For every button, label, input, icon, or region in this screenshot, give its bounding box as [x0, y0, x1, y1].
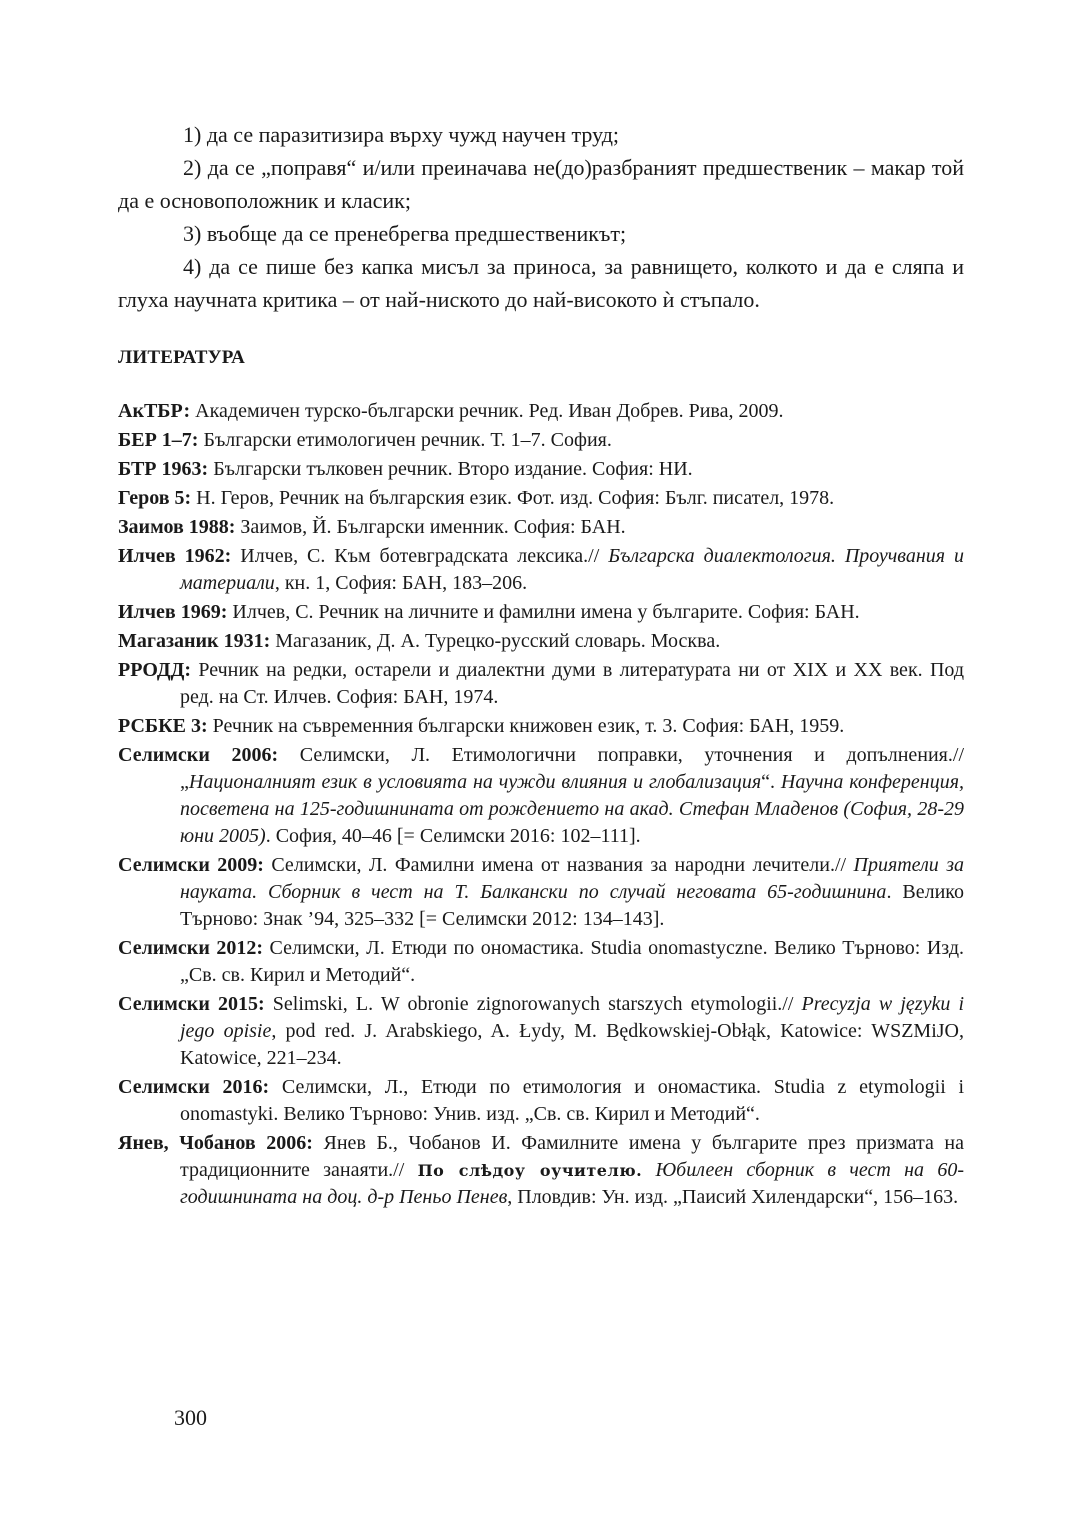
reference-tail-2: . София, 40–46 [= Селимски 2016: 102–111].	[265, 825, 641, 847]
reference-entry	[118, 456, 964, 483]
reference-key: БЕР 1–7:	[118, 429, 199, 451]
reference-text: Селимски, Л. Етюди по ономастика. Studia onomastyczne. Велико Търново: Изд. „Св. св. Кирил и Методий“.	[180, 937, 965, 986]
reference-key: БТР 1963:	[118, 458, 209, 480]
reference-entry	[118, 991, 964, 1072]
reference-key: АкТБР:	[118, 400, 191, 422]
reference-title: Юбилеен сборник в чест на 60-годишнината на доц. д-р Пеньо Пенев	[180, 1159, 964, 1208]
reference-entry	[118, 398, 964, 425]
reference-key: Геров 5:	[118, 487, 192, 509]
reference-entry	[118, 427, 964, 454]
reference-key: Селимски 2006:	[118, 744, 279, 766]
reference-entry	[118, 599, 964, 626]
reference-text: Магазаник, Д. А. Турецко-русский словарь. Москва.	[270, 630, 721, 652]
reference-text: Селимски, Л. Етимологични поправки, уточнения и допълнения.// „	[180, 744, 964, 793]
reference-title: Българска диалектология. Проучвания и материали	[180, 545, 964, 594]
reference-entry	[118, 1130, 964, 1211]
reference-text: Речник на съвременния български книжовен език, т. 3. София: БАН, 1959.	[207, 715, 845, 737]
reference-text: Български етимологичен речник. Т. 1–7. София.	[198, 429, 612, 451]
reference-entry	[118, 713, 964, 740]
page-body	[118, 118, 964, 1213]
reference-key: Селимски 2016:	[118, 1076, 270, 1098]
reference-key: Селимски 2015:	[118, 993, 265, 1015]
page-number: 300	[174, 1405, 207, 1430]
reference-text: Заимов, Й. Български именник. София: БАН.	[235, 516, 626, 538]
reference-entry	[118, 485, 964, 512]
reference-entry	[118, 742, 964, 850]
reference-title: Националният език в условията на чужди влияния и глобализация	[188, 771, 762, 793]
reference-key: Янев, Чобанов 2006:	[118, 1132, 313, 1154]
reference-entry	[118, 935, 964, 989]
reference-text: Селимски, Л. Фамилни имена от названия за народни лечители.//	[263, 854, 854, 876]
reference-entry	[118, 852, 964, 933]
reference-key: РСБКЕ 3:	[118, 715, 208, 737]
reference-entry	[118, 1074, 964, 1128]
list-item-2: 2) да се „поправя“ и/или преиначава не(до)разбраният предшественик – макар той да е основоположник и класик;	[118, 155, 964, 213]
reference-title: Precyzja w języku i jego opisie	[180, 993, 964, 1042]
reference-entry	[118, 628, 964, 655]
reference-tail: “.	[761, 771, 781, 793]
reference-text: Илчев, С. Речник на личните и фамилни имена у българите. София: БАН.	[227, 601, 860, 623]
reference-tail: , Пловдив: Ун. изд. „Паисий Хилендарски“, 156–163.	[507, 1186, 959, 1208]
reference-text: Академичен турско-български речник. Ред. Иван Добрев. Рива, 2009.	[190, 400, 784, 422]
reference-text: Селимски, Л., Етюди по етимология и ономастика. Studia z etymologii i onomastyki. Велико Търново: Унив. изд. „Св. св. Кирил и Методий“.	[180, 1076, 965, 1125]
reference-key: Илчев 1962:	[118, 545, 232, 567]
bibliography-list	[118, 398, 964, 1211]
reference-entry	[118, 543, 964, 597]
reference-key: Заимов 1988:	[118, 516, 236, 538]
reference-tail: , pod red. J. Arabskiego, A. Łydy, M. Będkowskiej-Obłąk, Katowice: WSZMiJO, Katowice, 221–234.	[180, 1020, 964, 1069]
reference-text: Selimski, L. W obronie zignorowanych starszych etymologii.//	[264, 993, 802, 1015]
reference-tail: . Велико Търново: Знак ’94, 325–332 [= Селимски 2012: 134–143].	[180, 881, 964, 930]
reference-key: РРОДД:	[118, 659, 192, 681]
list-item-1: 1) да се паразитизира върху чужд научен труд;	[183, 122, 620, 147]
reference-text: Български тълковен речник. Второ издание. София: НИ.	[208, 458, 693, 480]
reference-key: Илчев 1969:	[118, 601, 228, 623]
list-item-4: 4) да се пише без капка мисъл за приноса, за равнището, колкото и да е сляпа и глуха научната критика – от най-ниското до най-високото ѝ стъпало.	[118, 254, 964, 312]
list-item-3: 3) въобще да се пренебрегва предшественикът;	[183, 221, 627, 246]
reference-text: Янев Б., Чобанов И. Фамилните имена у българите през призмата на традиционните занаяти.//	[180, 1132, 964, 1181]
reference-entry	[118, 514, 964, 541]
reference-title: Приятели за науката. Сборник в чест на Т. Балкански по случай неговата 65-годишнина	[180, 854, 964, 903]
bibliography-heading: ЛИТЕРАТУРА	[118, 347, 246, 368]
reference-key: Магазаник 1931:	[118, 630, 271, 652]
reference-text: Н. Геров, Речник на българския език. Фот. изд. София: Бълг. писател, 1978.	[191, 487, 835, 509]
reference-entry	[118, 657, 964, 711]
reference-text: Илчев, С. Към ботевградската лексика.//	[231, 545, 609, 567]
slavonic-title: По слѣдоу оучителю.	[417, 1161, 643, 1180]
reference-key: Селимски 2012:	[118, 937, 264, 959]
reference-text: Речник на редки, остарели и диалектни думи в литературата ни от XIX и XX век. Под ред. на Ст. Илчев. София: БАН, 1974.	[180, 659, 964, 708]
reference-key: Селимски 2009:	[118, 854, 264, 876]
reference-tail: , кн. 1, София: БАН, 183–206.	[274, 572, 528, 594]
reference-title-2: Научна конференция, посветена на 125-годишнината от рождението на акад. Стефан Младенов (София, 28-29 юни 2005)	[180, 771, 964, 847]
